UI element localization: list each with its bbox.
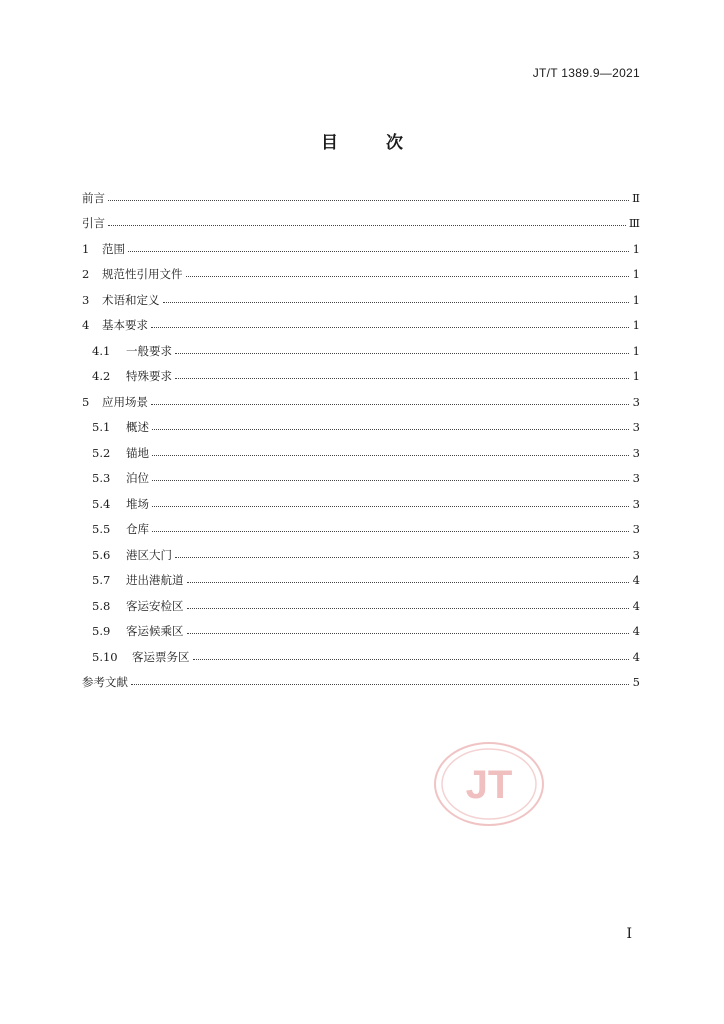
title-char-2: 次 — [385, 133, 403, 153]
toc-entry[interactable] — [92, 491, 640, 516]
toc-entry-number: 2 — [82, 267, 90, 281]
toc-entry-number: 5 — [82, 394, 90, 409]
toc-dot-leader — [175, 556, 629, 558]
toc-entry-label: 锚地 — [126, 445, 149, 460]
folio-page-number: I — [626, 926, 632, 942]
toc-entry-number: 5.2 — [92, 445, 111, 460]
toc-entry-number: 1 — [82, 241, 90, 256]
toc-entry[interactable] — [92, 644, 640, 669]
toc-entry-label: 术语和定义 — [102, 292, 160, 307]
toc-entry[interactable] — [82, 262, 640, 287]
toc-entry-number: 5.6 — [92, 547, 111, 562]
toc-entry-page: Ⅱ — [632, 190, 640, 205]
toc-entry-label: 基本要求 — [102, 318, 148, 332]
toc-dot-leader — [187, 581, 630, 583]
standard-code: JT/T 1389.9—2021 — [532, 66, 640, 80]
toc-entry-label: 堆场 — [126, 496, 149, 511]
toc-entry[interactable] — [92, 593, 640, 618]
toc-entry-label: 应用场景 — [102, 394, 148, 409]
toc-dot-leader — [108, 224, 626, 226]
toc-entry-page: Ⅲ — [628, 216, 640, 230]
toc-entry-page: 1 — [632, 369, 640, 383]
toc-entry-number: 5.9 — [92, 624, 111, 638]
toc-entry-page: 5 — [632, 675, 640, 689]
toc-entry-number: 5.5 — [92, 522, 111, 536]
toc-entry[interactable] — [92, 466, 640, 491]
toc-entry-label: 引言 — [82, 216, 105, 230]
toc-dot-leader — [131, 683, 629, 685]
toc-dot-leader — [187, 632, 630, 634]
toc-dot-leader — [163, 301, 630, 303]
title-char-1: 目 — [321, 133, 339, 153]
toc-entry[interactable] — [92, 619, 640, 644]
toc-entry-page: 1 — [632, 318, 640, 332]
toc-entry-page: 4 — [632, 649, 640, 664]
toc-entry-number: 4 — [82, 318, 90, 332]
toc-dot-leader — [187, 607, 630, 609]
toc-entry-number: 4.2 — [92, 369, 111, 383]
toc-entry-number: 4.1 — [92, 343, 111, 358]
toc-entry-label: 进出港航道 — [126, 573, 184, 587]
toc-entry-page: 1 — [632, 292, 640, 307]
toc-entry-number: 5.4 — [92, 496, 111, 511]
page-title — [0, 128, 724, 153]
toc-entry-number: 5.7 — [92, 573, 111, 587]
toc-entry[interactable] — [92, 364, 640, 389]
toc-dot-leader — [186, 275, 630, 277]
toc-entry-label: 概述 — [126, 420, 149, 434]
toc-entry-label: 港区大门 — [126, 547, 172, 562]
toc-entry[interactable] — [92, 415, 640, 440]
svg-text:JT: JT — [465, 763, 513, 807]
toc-entry-label: 仓库 — [126, 522, 149, 536]
toc-entry-label: 客运票务区 — [132, 649, 190, 664]
toc-entry-label: 客运候乘区 — [126, 624, 184, 638]
toc-entry[interactable] — [82, 389, 640, 414]
toc-entry-number: 5.10 — [92, 649, 118, 664]
toc-entry-page: 4 — [632, 598, 640, 613]
toc-entry-label: 一般要求 — [126, 343, 172, 358]
toc-entry[interactable] — [82, 313, 640, 338]
jt-watermark-seal — [432, 740, 546, 828]
toc-entry-page: 3 — [632, 445, 640, 460]
toc-entry-label: 泊位 — [126, 471, 149, 485]
toc-dot-leader — [151, 326, 629, 328]
toc-entry-page: 4 — [632, 624, 640, 638]
toc-entry[interactable] — [92, 568, 640, 593]
toc-entry[interactable] — [92, 542, 640, 567]
toc-entry-label: 前言 — [82, 190, 105, 205]
toc-entry-number: 5.1 — [92, 420, 111, 434]
toc-entry-page: 3 — [632, 394, 640, 409]
toc-dot-leader — [152, 505, 629, 507]
toc-dot-leader — [175, 377, 629, 379]
toc-entry[interactable] — [92, 517, 640, 542]
toc-entry-number: 5.8 — [92, 598, 111, 613]
toc-dot-leader — [108, 199, 629, 201]
toc-entry-label: 客运安检区 — [126, 598, 184, 613]
toc-dot-leader — [151, 403, 629, 405]
toc-entry-page: 3 — [632, 496, 640, 511]
toc-entry-label: 特殊要求 — [126, 369, 172, 383]
toc-entry-page: 3 — [632, 420, 640, 434]
toc-entry[interactable] — [82, 287, 640, 312]
toc-entry-number: 3 — [82, 292, 90, 307]
toc-dot-leader — [193, 658, 630, 660]
toc-entry-page: 4 — [632, 573, 640, 587]
toc-entry-page: 1 — [632, 343, 640, 358]
toc-dot-leader — [128, 250, 629, 252]
toc-entry-page: 1 — [632, 241, 640, 256]
toc-entry[interactable] — [92, 440, 640, 465]
toc-entry[interactable] — [82, 185, 640, 210]
toc-dot-leader — [152, 428, 629, 430]
toc-dot-leader — [175, 352, 629, 354]
toc-dot-leader — [152, 530, 629, 532]
toc-entry-label: 范围 — [102, 241, 125, 256]
toc-entry-label: 规范性引用文件 — [102, 267, 183, 281]
toc-entry[interactable] — [82, 670, 640, 695]
toc-dot-leader — [152, 454, 629, 456]
toc-entry[interactable] — [92, 338, 640, 363]
toc-entry-number: 5.3 — [92, 471, 111, 485]
toc-entry-page: 3 — [632, 547, 640, 562]
toc-entry-label: 参考文献 — [82, 675, 128, 689]
toc-entry[interactable] — [82, 211, 640, 236]
toc-dot-leader — [152, 479, 629, 481]
toc-entry-page: 3 — [632, 471, 640, 485]
toc-entry[interactable] — [82, 236, 640, 261]
toc-entry-page: 3 — [632, 522, 640, 536]
toc-entry-page: 1 — [632, 267, 640, 281]
